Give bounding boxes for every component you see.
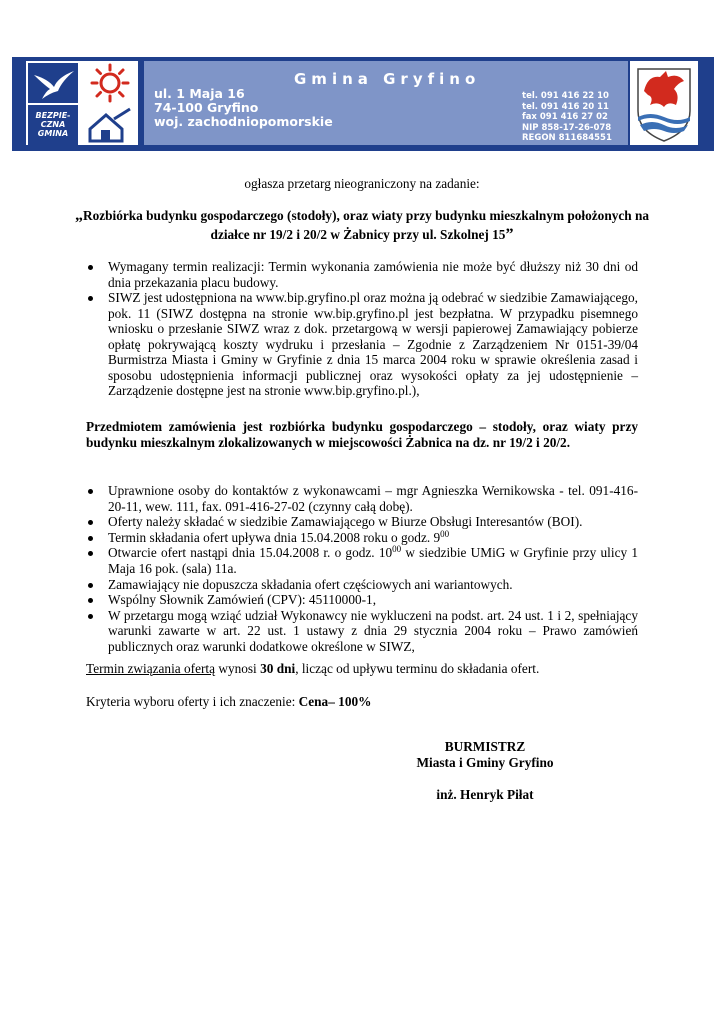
selection-criteria: Kryteria wyboru oferty i ich znaczenie: Cena– 100% <box>86 694 372 709</box>
subject-paragraph: Przedmiotem zamówienia jest rozbiórka budynku gospodarczego – stodoły, oraz wiaty przy budynku mieszkalnym zlokalizowanych w miejscowości Żabnica na dz. nr 19/2 i 20/2. <box>86 419 638 450</box>
list-item: SIWZ jest udostępniona na www.bip.gryfino.pl oraz można ją odebrać w siedzibie Zamawiającego, pok. 11 (SIWZ dostępna na stronie ww.bip.gryfino.pl jest bezpłatna. W przypadku pisemnego wniosku o przesłanie SIWZ wraz z dok. przetargową w wersji papierowej Zamawiający pobierze opłatę pokrywającą koszty wydruku i przesłania – Zgodnie z Zarządzeniem Nr 0151-39/04 Burmistrza Miasta i Gminy w Gryfinie z dnia 15 marca 2004 roku w sprawie określenia zasad i sposobu udostępnienia informacji publicznej oraz wysokości opłaty za jej udostępnienie – Zarządzenie dostępne jest na stronie www.bip.gryfino.pl.), <box>86 290 638 399</box>
binding-period: Termin związania ofertą wynosi 30 dni, licząc od upływu terminu do składania ofert. <box>86 661 540 676</box>
tender-title: „Rozbiórka budynku gospodarczego (stodoły), oraz wiaty przy budynku mieszkalnym położonych na działce nr 19/2 i 20/2 w Żabnicy przy ul. Szkolnej 15” <box>74 207 650 243</box>
logo-text: BEZPIE- CZNA GMINA <box>28 105 78 145</box>
house-icon <box>84 105 136 145</box>
list-item: Termin składania ofert upływa dnia 15.04.2008 roku o godz. $9^{00}$ <box>86 530 638 546</box>
header-address: ul. 1 Maja 16 74-100 Gryfino woj. zachodniopomorskie <box>154 86 333 129</box>
swallow-icon <box>28 63 78 103</box>
list-item: Zamawiający nie dopuszcza składania ofert częściowych ani wariantowych. <box>86 577 638 593</box>
signatory-name: inż. Henryk Piłat <box>436 787 534 802</box>
header-contact: tel. 091 416 22 10 tel. 091 416 20 11 fax 091 416 27 02 NIP 858-17-26-078 REGON 811684551 <box>522 91 612 144</box>
list-item: Uprawnione osoby do kontaktów z wykonawcami – mgr Agnieszka Wernikowska - tel. 091-416-20-11, wew. 111, fax. 091-416-27-02 (czynny całą dobę). <box>86 483 638 514</box>
list-item: Wymagany termin realizacji: Termin wykonania zamówienia nie może być dłuższy niż 30 dni od dnia przekazania placu budowy. <box>86 259 638 290</box>
header-title: Gmina Gryfino <box>294 70 481 88</box>
tender-details-list <box>86 483 638 655</box>
letterhead-banner <box>12 57 714 151</box>
intro-line: ogłasza przetarg nieograniczony na zadanie: <box>244 176 480 191</box>
list-item: Wspólny Słownik Zamówień (CPV): 45110000-1, <box>86 592 638 608</box>
list-item: W przetargu mogą wziąć udział Wykonawcy nie wykluczeni na podst. art. 24 ust. 1 i 2, spełniający warunki zawarte w art. 22 ust. 1 ustawy z dnia 29 stycznia 2004 roku – Prawo zamówień publicznych oraz warunki dodatkowe określone w SIWZ, <box>86 608 638 655</box>
header-info-band <box>144 61 628 145</box>
signature-block: BURMISTRZ Miasta i Gminy Gryfino <box>416 739 554 770</box>
coat-of-arms-icon <box>630 61 698 145</box>
list-item: Oferty należy składać w siedzibie Zamawiającego w Biurze Obsługi Interesantów (BOI). <box>86 514 638 530</box>
municipality-logo <box>26 61 138 145</box>
sun-icon <box>84 63 136 103</box>
requirements-list <box>86 259 638 399</box>
list-item: Otwarcie ofert nastąpi dnia 15.04.2008 r. o godz. $10^{00}$ w siedzibie UMiG w Gryfinie przy ulicy 1 Maja 16 pok. (sala) 11a. <box>86 545 638 576</box>
